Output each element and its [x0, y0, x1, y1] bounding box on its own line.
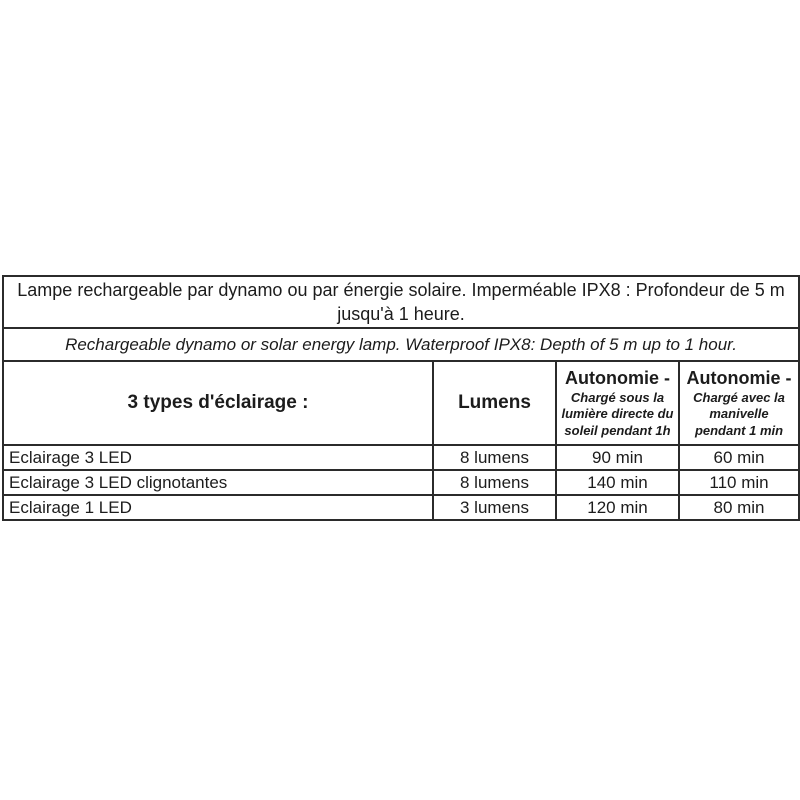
cell-lumens: 8 lumens	[433, 445, 556, 470]
cell-solar-autonomy: 140 min	[556, 470, 679, 495]
cell-solar-autonomy: 90 min	[556, 445, 679, 470]
header-types: 3 types d'éclairage :	[3, 361, 433, 445]
cell-solar-autonomy: 120 min	[556, 495, 679, 520]
cell-crank-autonomy: 80 min	[679, 495, 799, 520]
cell-lumens: 3 lumens	[433, 495, 556, 520]
table-row-eclairage-3-led-clignotantes	[3, 470, 799, 495]
header-autonomy-crank-sub-2: manivelle	[709, 406, 769, 422]
title-fr-cell	[3, 276, 799, 328]
header-autonomy-crank-title: Autonomie -	[686, 367, 792, 388]
header-autonomy-crank-sub-1: Chargé avec la	[693, 389, 785, 405]
product-spec-table	[2, 275, 800, 521]
cell-lumens: 8 lumens	[433, 470, 556, 495]
header-autonomy-solar-sub-1: Chargé sous la	[570, 389, 665, 405]
table-row-eclairage-1-led	[3, 495, 799, 520]
cell-crank-autonomy: 110 min	[679, 470, 799, 495]
title-fr-line-2: jusqu'à 1 heure.	[337, 304, 465, 324]
header-autonomy-solar-title: Autonomie -	[565, 367, 670, 388]
title-fr-line-1: Lampe rechargeable par dynamo ou par énergie solaire. Imperméable IPX8 : Profondeur de 5 m	[17, 280, 785, 300]
header-lumens: Lumens	[433, 361, 556, 445]
subtitle-en-cell: Rechargeable dynamo or solar energy lamp. Waterproof IPX8: Depth of 5 m up to 1 hour.	[3, 328, 799, 361]
table-header-row	[3, 361, 799, 445]
table-title-row-fr	[3, 276, 799, 328]
header-autonomy-crank	[679, 361, 799, 445]
cell-type: Eclairage 3 LED clignotantes	[3, 470, 433, 495]
cell-crank-autonomy: 60 min	[679, 445, 799, 470]
header-autonomy-solar-sub-3: soleil pendant 1h	[564, 422, 671, 438]
header-autonomy-crank-sub-3: pendant 1 min	[694, 422, 784, 438]
cell-type: Eclairage 3 LED	[3, 445, 433, 470]
table-row-eclairage-3-led	[3, 445, 799, 470]
table-subtitle-row-en	[3, 328, 799, 361]
header-autonomy-solar	[556, 361, 679, 445]
cell-type: Eclairage 1 LED	[3, 495, 433, 520]
header-autonomy-solar-sub-2: lumière directe du	[561, 406, 674, 422]
